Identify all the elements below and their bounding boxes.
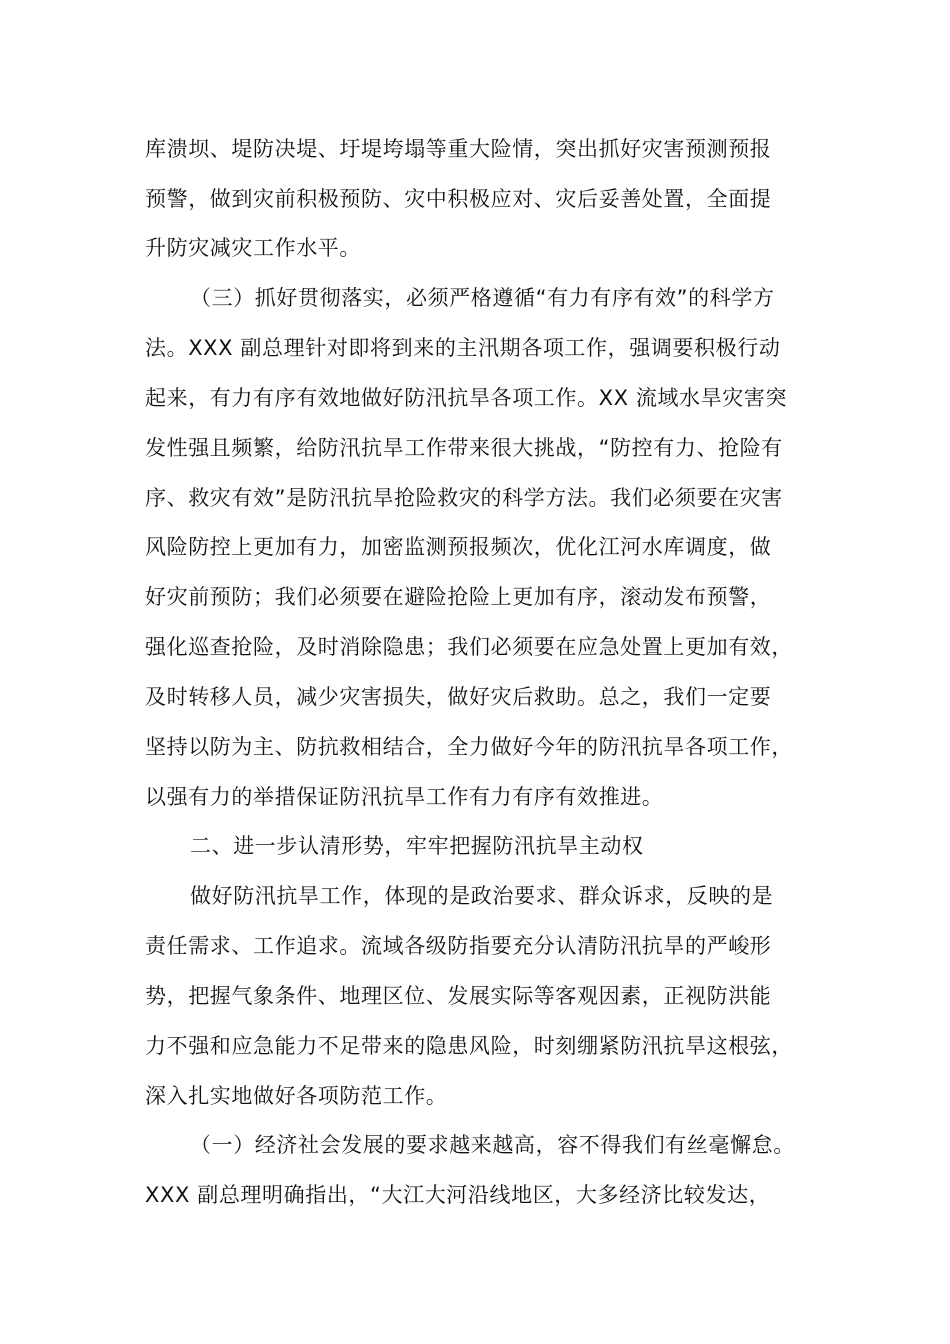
text-line: 发性强且频繁，给防汛抗旱工作带来很大挑战，“防控有力、抢险有 bbox=[145, 436, 783, 460]
text-line: 强化巡查抢险，及时消除隐患；我们必须要在应急处置上更加有效， bbox=[145, 635, 793, 659]
section-heading: 二、进一步认清形势，牢牢把握防汛抗旱主动权 bbox=[190, 834, 644, 858]
text-line: XXX 副总理明确指出，“大江大河沿线地区，大多经济比较发达， bbox=[145, 1183, 771, 1207]
text-line: 深入扎实地做好各项防范工作。 bbox=[145, 1084, 448, 1108]
text-line: 预警，做到灾前积极预防、灾中积极应对、灾后妥善处置，全面提 bbox=[145, 187, 772, 211]
text-line: 序、救灾有效”是防汛抗旱抢险救灾的科学方法。我们必须要在灾害 bbox=[145, 486, 783, 510]
text-line: 坚持以防为主、防抗救相结合，全力做好今年的防汛抗旱各项工作， bbox=[145, 735, 793, 759]
text-line: 风险防控上更加有力，加密监测预报频次，优化江河水库调度，做 bbox=[145, 535, 772, 559]
text-line: （三）抓好贯彻落实，必须严格遵循“有力有序有效”的科学方 bbox=[190, 286, 775, 310]
text-line: 及时转移人员，减少灾害损失，做好灾后救助。总之，我们一定要 bbox=[145, 685, 772, 709]
text-line: 势，把握气象条件、地理区位、发展实际等客观因素，正视防洪能 bbox=[145, 984, 772, 1008]
text-line: （一）经济社会发展的要求越来越高，容不得我们有丝毫懈怠。 bbox=[190, 1133, 795, 1157]
text-line: 升防灾减灾工作水平。 bbox=[145, 236, 361, 260]
text-line: 起来，有力有序有效地做好防汛抗旱各项工作。XX 流域水旱灾害突 bbox=[145, 386, 788, 410]
text-line: 做好防汛抗旱工作，体现的是政治要求、群众诉求，反映的是 bbox=[190, 884, 774, 908]
text-line: 责任需求、工作追求。流域各级防指要充分认清防汛抗旱的严峻形 bbox=[145, 934, 772, 958]
text-line: 力不强和应急能力不足带来的隐患风险，时刻绷紧防汛抗旱这根弦， bbox=[145, 1034, 793, 1058]
text-line: 以强有力的举措保证防汛抗旱工作有力有序有效推进。 bbox=[145, 785, 664, 809]
text-line: 好灾前预防；我们必须要在避险抢险上更加有序，滚动发布预警， bbox=[145, 585, 772, 609]
text-line: 库溃坝、堤防决堤、圩堤垮塌等重大险情，突出抓好灾害预测预报 bbox=[145, 137, 772, 161]
text-line: 法。XXX 副总理针对即将到来的主汛期各项工作，强调要积极行动 bbox=[145, 336, 781, 360]
